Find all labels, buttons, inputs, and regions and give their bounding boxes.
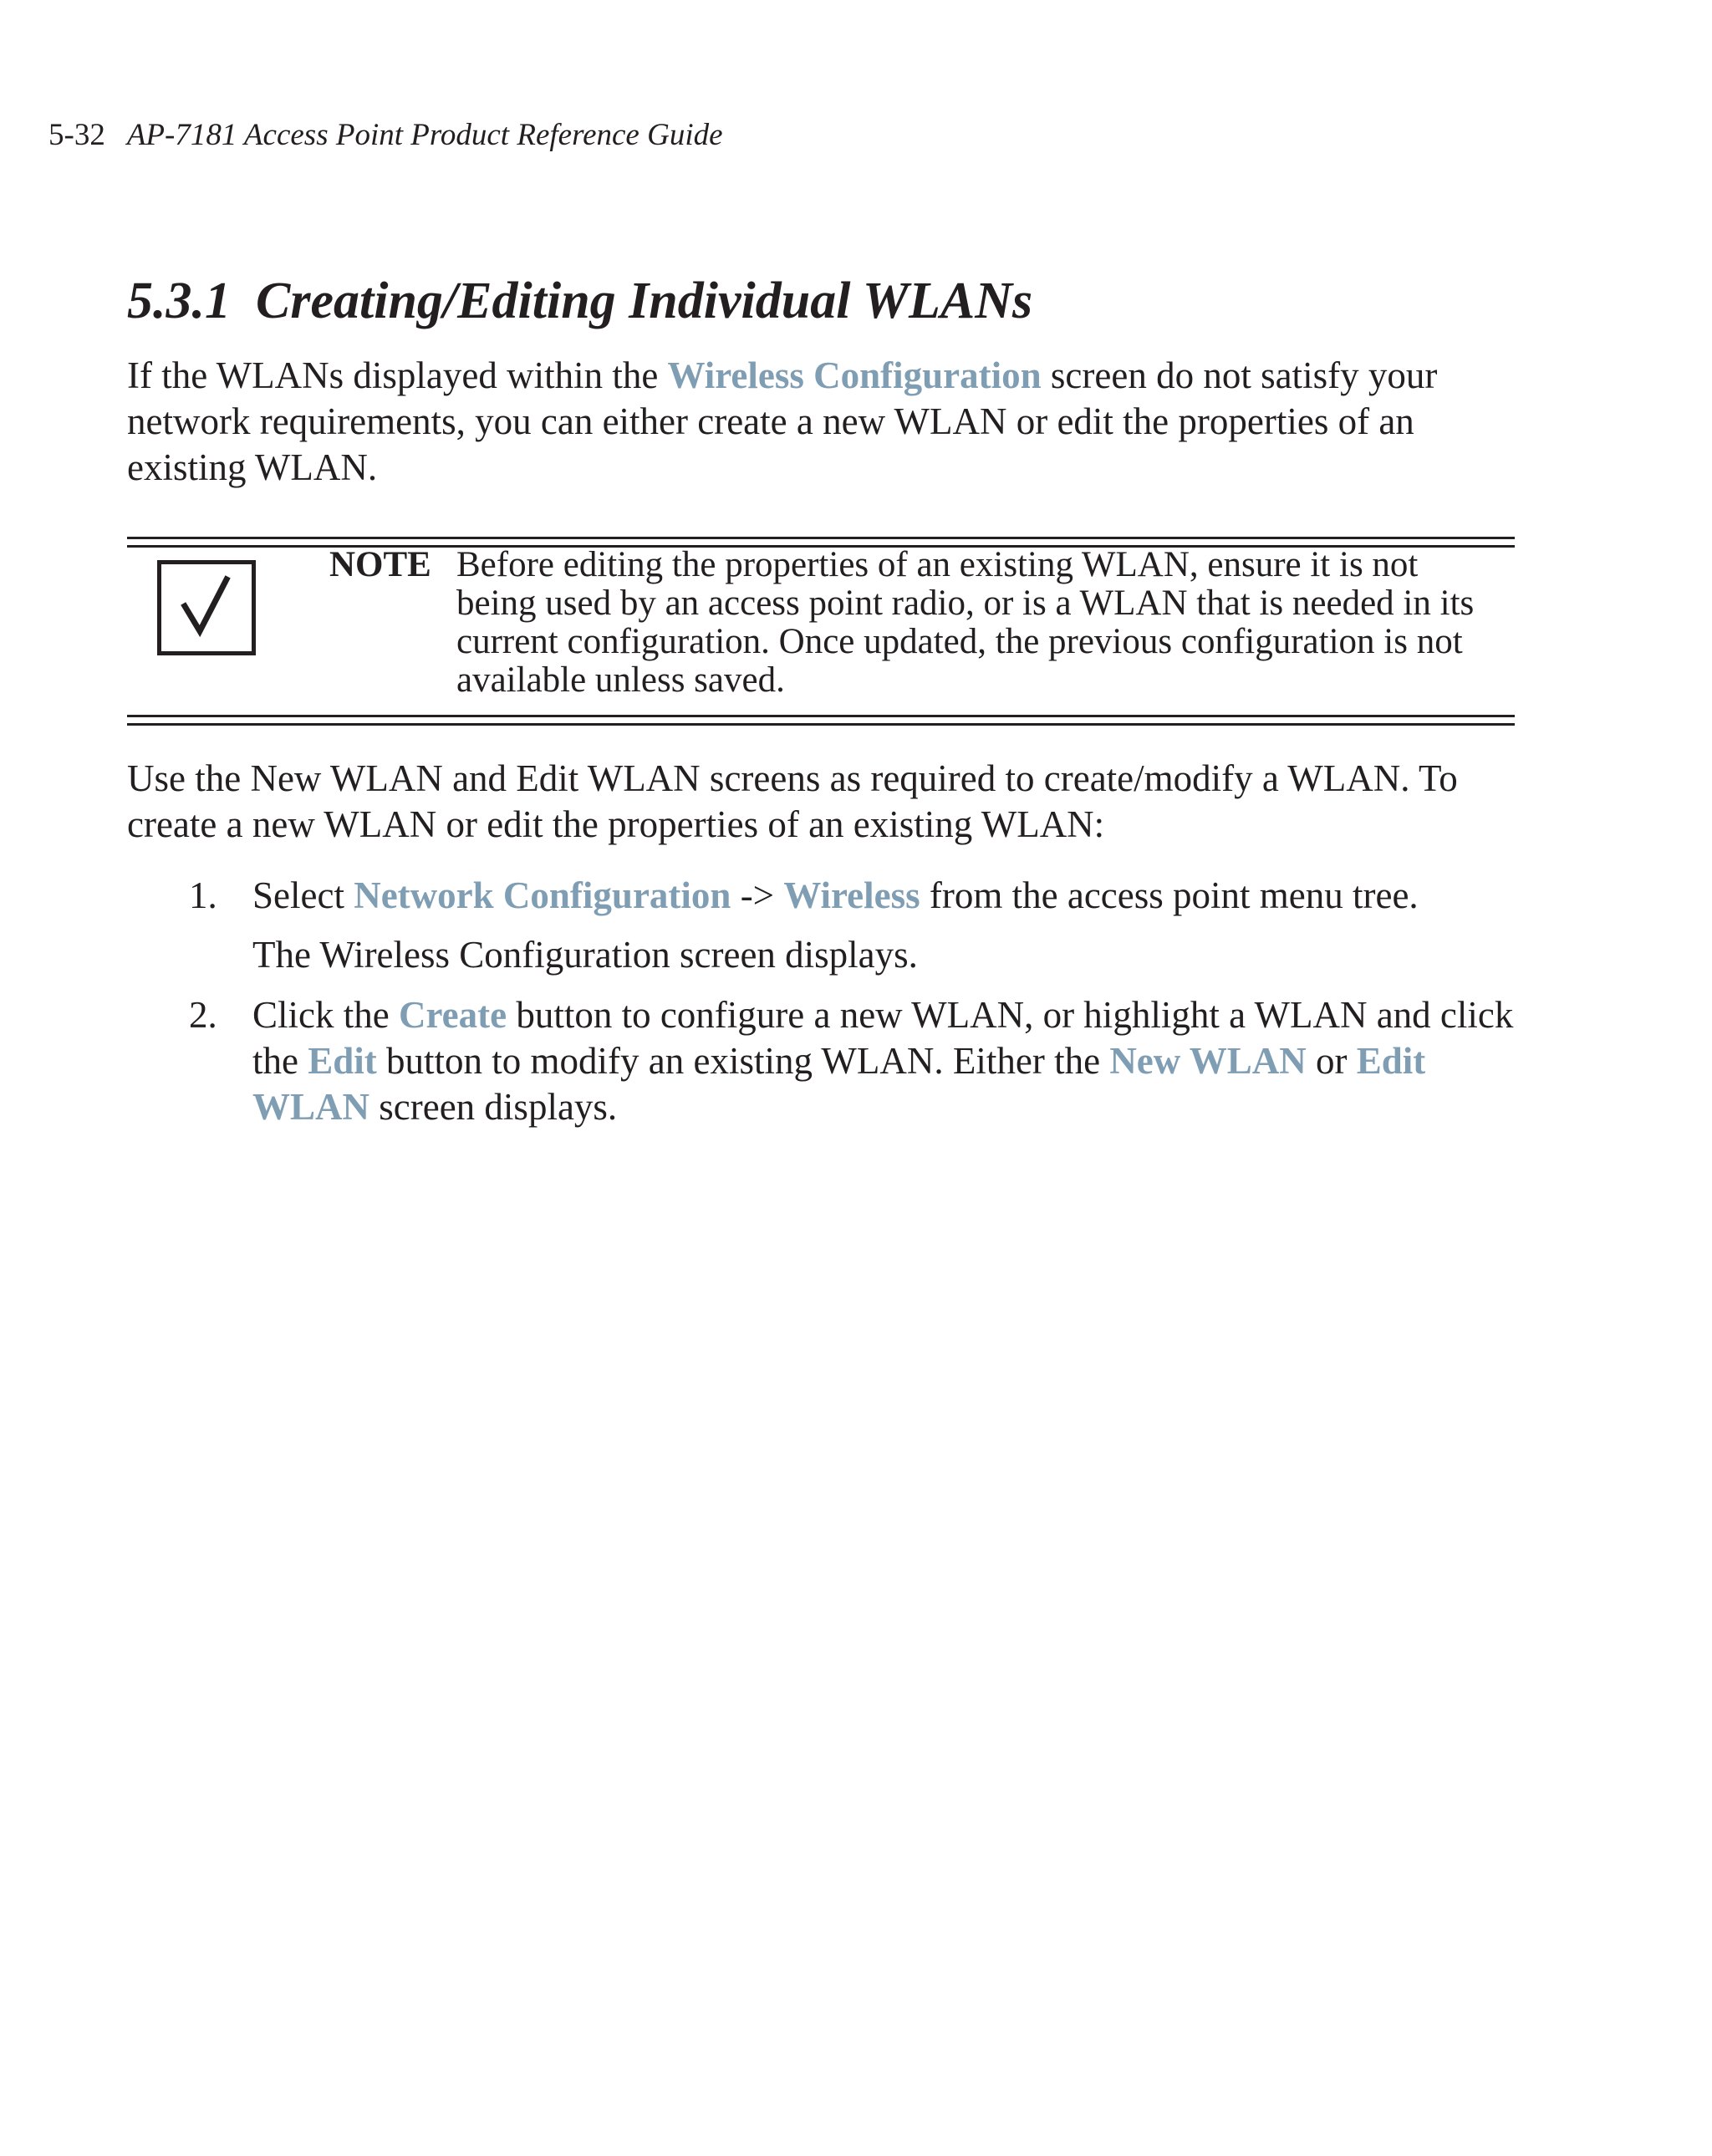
step-number: 1. (189, 874, 217, 916)
intro-text-before: If the WLANs displayed within the (127, 354, 668, 396)
note-bottom-rule (127, 723, 1515, 726)
wireless-link[interactable]: Wireless (783, 874, 920, 916)
step-text: Select Network Configuration -> Wireless from the access point menu tree. (252, 874, 1419, 916)
wireless-configuration-link[interactable]: Wireless Configuration (667, 354, 1042, 396)
create-link[interactable]: Create (398, 994, 507, 1036)
note-top-rule (127, 537, 1515, 539)
section-number: 5.3.1 (127, 273, 231, 329)
checkmark-icon (157, 560, 256, 655)
intro-text-after: screen do not satisfy your network requirements, you can either create a new WLAN or edit the properties of an existing WLAN. (127, 354, 1438, 488)
page-header (48, 117, 723, 154)
edit-link[interactable]: Edit (308, 1040, 377, 1082)
edit-wlan-link[interactable]: Edit WLAN (252, 1040, 1426, 1128)
page-number: 5-32 (48, 118, 105, 152)
note-text: Before editing the properties of an existing WLAN, ensure it is not being used by an access point radio, or is a WLAN that is needed in its current configuration. Once updated, the previous configuration is not available unless saved. (456, 545, 1475, 700)
section-title: Creating/Editing Individual WLANs (256, 273, 1033, 329)
network-configuration-link[interactable]: Network Configuration (354, 874, 731, 916)
intro-paragraph (127, 353, 1531, 491)
instructions-paragraph: Use the New WLAN and Edit WLAN screens as required to create/modify a WLAN. To create a new WLAN or edit the properties of an existing WLAN: (127, 757, 1458, 845)
section-heading (127, 269, 1032, 333)
note-bottom-rule-inner (127, 715, 1515, 717)
new-wlan-link[interactable]: New WLAN (1109, 1040, 1307, 1082)
note-label: NOTE (329, 545, 431, 584)
step-result-text: The Wireless Configuration screen displays. (252, 934, 918, 976)
step-number: 2. (189, 994, 217, 1036)
step-text: Click the Create button to configure a new WLAN, or highlight a WLAN and click the Edit button to modify an existing WLAN. Either the New WLAN or Edit WLAN screen displays. (252, 994, 1514, 1128)
guide-title: AP-7181 Access Point Product Reference Guide (126, 118, 723, 152)
